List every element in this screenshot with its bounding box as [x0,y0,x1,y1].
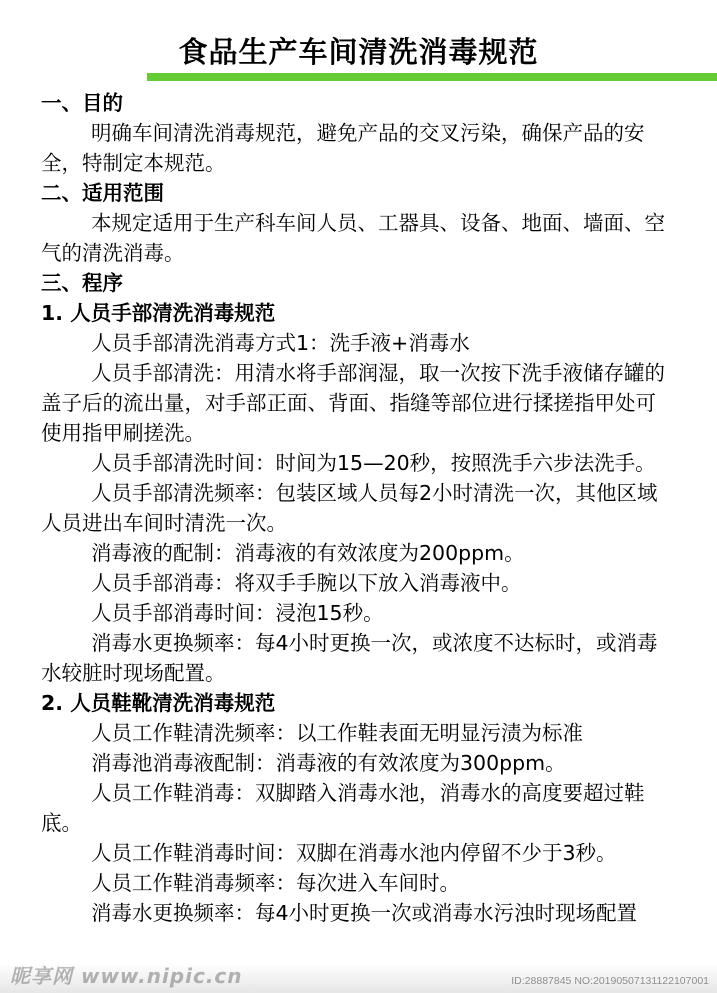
section-heading-procedure: 三、程序 [41,271,123,295]
subsection-heading-hand: 1. 人员手部清洗消毒规范 [41,301,276,325]
hand-item: 人员手部清洗频率：包装区域人员每2小时清洗一次，其他区域人员进出车间时清洗一次。 [41,481,658,535]
hand-item: 消毒水更换频率：每4小时更换一次，或浓度不达标时，或消毒水较脏时现场配置。 [41,631,658,685]
shoe-item: 消毒池消毒液配制：消毒液的有效浓度为300ppm。 [91,751,566,775]
hand-item: 人员手部清洗消毒方式1：洗手液+消毒水 [91,331,470,355]
shoe-item: 消毒水更换频率：每4小时更换一次或消毒水污浊时现场配置 [91,901,638,925]
paragraph-purpose: 明确车间清洗消毒规范，避免产品的交叉污染，确保产品的安全，特制定本规范。 [41,121,645,175]
hand-item: 人员手部清洗时间：时间为15—20秒，按照洗手六步法洗手。 [91,451,656,475]
watermark-strip [0,963,717,993]
hand-item: 人员手部清洗：用清水将手部润湿，取一次按下洗手液储存罐的盖子后的流出量，对手部正面、背面、指缝等部位进行揉搓指甲处可使用指甲刷搓洗。 [41,361,665,445]
page-title: 食品生产车间清洗消毒规范 [178,35,539,69]
hand-item: 人员手部消毒：将双手手腕以下放入消毒液中。 [91,571,522,595]
shoe-item: 人员工作鞋消毒时间：双脚在消毒水池内停留不少于3秒。 [91,841,617,865]
section-heading-purpose: 一、目的 [41,91,123,115]
watermark-logo: 昵享网 www.nipic.cn [10,964,243,988]
shoe-item: 人员工作鞋清洗频率：以工作鞋表面无明显污渍为标准 [91,721,583,745]
hand-item: 消毒液的配制：消毒液的有效浓度为200ppm。 [91,541,525,565]
hand-item: 人员手部消毒时间：浸泡15秒。 [91,601,384,625]
document-body [41,88,671,928]
section-heading-scope: 二、适用范围 [41,181,164,205]
shoe-item: 人员工作鞋消毒频率：每次进入车间时。 [91,871,460,895]
watermark-id: ID:28887845 NO:20190507131122107001 [511,975,709,987]
subsection-heading-shoe: 2. 人员鞋靴清洗消毒规范 [41,691,276,715]
paragraph-scope: 本规定适用于生产科车间人员、工器具、设备、地面、墙面、空气的清洗消毒。 [41,211,665,265]
shoe-item: 人员工作鞋消毒：双脚踏入消毒水池，消毒水的高度要超过鞋底。 [41,781,645,835]
title-accent-bar [147,73,717,81]
